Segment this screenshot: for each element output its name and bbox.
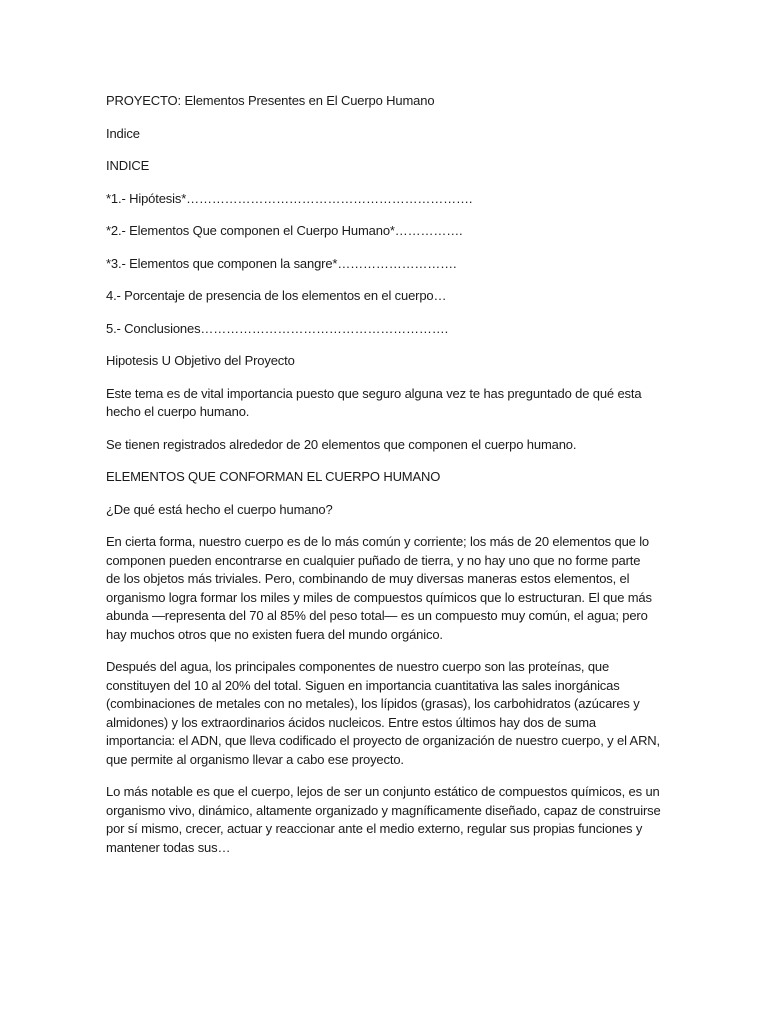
question-heading: ¿De qué está hecho el cuerpo humano? — [106, 501, 333, 517]
hipotesis-paragraph-2: Se tienen registrados alrededor de 20 elementos que componen el cuerpo humano. — [106, 436, 577, 452]
body-paragraph-1: En cierta forma, nuestro cuerpo es de lo más común y corriente; los más de 20 elementos que lo componen pueden encontrarse en cualquier puñado de tierra, y no hay uno que no forme parte de los objetos más triviales. Pero, combinando de muy diversas maneras estos elementos, el organismo logra formar los miles y miles de compuestos químicos que lo estructuran. El que más abunda —representa del 70 al 85% del peso total— es un compuesto muy común, el agua; pero hay muchos otros que no existen fuera del mundo orgánico. — [106, 534, 652, 642]
hipotesis-paragraph-1: Este tema es de vital importancia puesto que seguro alguna vez te has preguntado de qué esta hecho el cuerpo humano. — [106, 385, 642, 419]
toc-item-1: *1.- Hipótesis*…………………………………………………………. — [106, 190, 473, 206]
toc-item-4: 4.- Porcentaje de presencia de los elementos en el cuerpo… — [106, 288, 447, 303]
indice-heading: INDICE — [106, 158, 150, 173]
body-paragraph-2: Después del agua, los principales componentes de nuestro cuerpo son las proteínas, que constituyen del 10 al 20% del total. Siguen en importancia cuantitativa las sales inorgánicas (combinaciones de metales con no metales), los lípidos (grasas), los carbohidratos (azúcares y almidones) y los extraordinarios ácidos nucleicos. Entre estos últimos hay dos de suma importancia: el ADN, que lleva codificado el proyecto de organización de nuestro cuerpo, y el ARN, que permite al organismo llevar a cabo ese proyecto. — [106, 659, 661, 767]
body-paragraph-3: Lo más notable es que el cuerpo, lejos de ser un conjunto estático de compuestos químicos, es un organismo vivo, dinámico, altamente organizado y magníficamente diseñado, capaz de construirse por sí mismo, crecer, actuar y reaccionar ante el medio externo, regular sus propias funciones y mantener todas sus… — [106, 784, 661, 855]
toc-item-2: *2.- Elementos Que componen el Cuerpo Humano*……………. — [106, 223, 463, 238]
document-body — [106, 92, 662, 871]
elementos-heading: ELEMENTOS QUE CONFORMAN EL CUERPO HUMANO — [106, 469, 441, 484]
hipotesis-heading: Hipotesis U Objetivo del Proyecto — [106, 353, 295, 368]
indice-label: Indice — [106, 125, 140, 141]
document-title: PROYECTO: Elementos Presentes en El Cuerpo Humano — [106, 93, 435, 108]
toc-item-5: 5.- Conclusiones…………………………………………………. — [106, 320, 449, 336]
toc-item-3: *3.- Elementos que componen la sangre*………………………. — [106, 255, 457, 271]
